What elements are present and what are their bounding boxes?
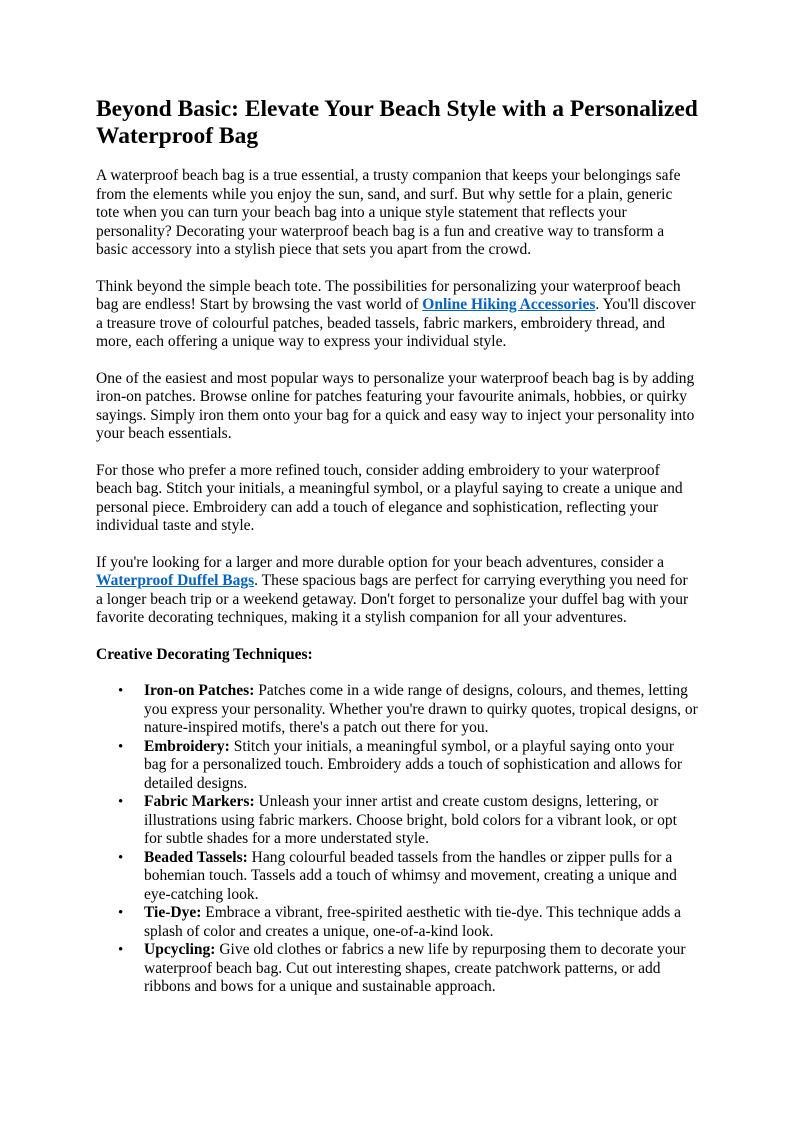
technique-term: Fabric Markers: xyxy=(144,793,255,810)
technique-term: Upcycling: xyxy=(144,941,216,958)
patches-paragraph: One of the easiest and most popular ways to personalize your waterproof beach bag is by adding iron-on patches. Browse online for patches featuring your favourite animals, hobbies, or quirky sayings. Simply iron them onto your bag for a quick and easy way to inject your personality into your beach essentials. xyxy=(96,369,695,442)
technique-term: Embroidery: xyxy=(144,737,230,755)
bullet-icon: • xyxy=(118,849,124,866)
bullet-icon: • xyxy=(118,905,124,921)
duffel-text-before: If you're looking for a larger and more durable option for your beach adventures, consider a xyxy=(96,553,665,571)
bullet-icon: • xyxy=(118,683,124,699)
bullet-icon: • xyxy=(118,738,124,755)
list-item xyxy=(118,793,698,849)
list-item xyxy=(118,737,698,794)
duffel-text-after: . These spacious bags are perfect for carrying everything you need for a longer beach trip or a weekend getaway. Don't forget to personalize your duffel bag with your favorite decorating techniques, making it a stylish companion for all your adventures. xyxy=(96,572,689,626)
technique-text: Hang colourful beaded tassels from the handles or zipper pulls for a bohemian touch. Tassels add a touch of whimsy and movement, creating a unique and eye-catching look. xyxy=(144,848,677,903)
page-title: Beyond Basic: Elevate Your Beach Style with a Personalized Waterproof Bag xyxy=(96,96,698,149)
accessories-paragraph xyxy=(96,278,698,352)
list-item xyxy=(118,682,698,738)
technique-text: Unleash your inner artist and create custom designs, lettering, or illustrations using fabric markers. Choose bright, bold colors for a vibrant look, or opt for subtle shades for a more understated style. xyxy=(144,793,677,847)
document-page xyxy=(96,96,698,997)
list-item xyxy=(118,941,698,997)
online-hiking-accessories-link[interactable]: Online Hiking Accessories xyxy=(422,296,596,313)
technique-term: Tie-Dye: xyxy=(144,904,202,921)
techniques-list xyxy=(96,682,698,997)
duffel-paragraph xyxy=(96,554,698,628)
technique-term: Beaded Tassels: xyxy=(144,848,248,866)
section-heading: Creative Decorating Techniques: xyxy=(96,645,313,663)
technique-text: Patches come in a wide range of designs, colours, and themes, letting you express your personality. Whether you're drawn to quirky quotes, tropical designs, or nature-inspired motifs, there's a patch out there for you. xyxy=(144,682,698,736)
technique-text: Stitch your initials, a meaningful symbol, or a playful saying onto your bag for a personalized touch. Embroidery adds a touch of sophistication and allows for detailed designs. xyxy=(144,737,683,792)
bullet-icon: • xyxy=(118,942,124,958)
list-item xyxy=(118,904,698,941)
bullet-icon: • xyxy=(118,794,124,810)
embroidery-paragraph: For those who prefer a more refined touch, consider adding embroidery to your waterproof beach bag. Stitch your initials, a meaningful symbol, or a playful saying to create a unique and personal piece. Embroidery can add a touch of elegance and sophistication, reflecting your individual taste and style. xyxy=(96,461,683,534)
technique-term: Iron-on Patches: xyxy=(144,682,255,699)
accessories-text-after: . You'll discover a treasure trove of colourful patches, beaded tassels, fabric markers, embroidery thread, and more, each offering a unique way to express your individual style. xyxy=(96,296,696,350)
technique-text: Embrace a vibrant, free-spirited aesthetic with tie-dye. This technique adds a splash of color and creates a unique, one-of-a-kind look. xyxy=(144,904,682,940)
list-item xyxy=(118,848,698,905)
accessories-text-before: Think beyond the simple beach tote. The possibilities for personalizing your waterproof beach bag are endless! Start by browsing the vast world of xyxy=(96,277,681,313)
intro-paragraph: A waterproof beach bag is a true essential, a trusty companion that keeps your belongings safe from the elements while you enjoy the sun, sand, and surf. But why settle for a plain, generic tote when you can turn your beach bag into a unique style statement that reflects your personality? Decorating your waterproof beach bag is a fun and creative way to transform a basic accessory into a stylish piece that sets you apart from the crowd. xyxy=(96,167,681,258)
technique-text: Give old clothes or fabrics a new life by repurposing them to decorate your waterproof beach bag. Cut out interesting shapes, create patchwork patterns, or add ribbons and bows for a unique and sustainable approach. xyxy=(144,941,686,995)
waterproof-duffel-bags-link[interactable]: Waterproof Duffel Bags xyxy=(96,572,255,589)
